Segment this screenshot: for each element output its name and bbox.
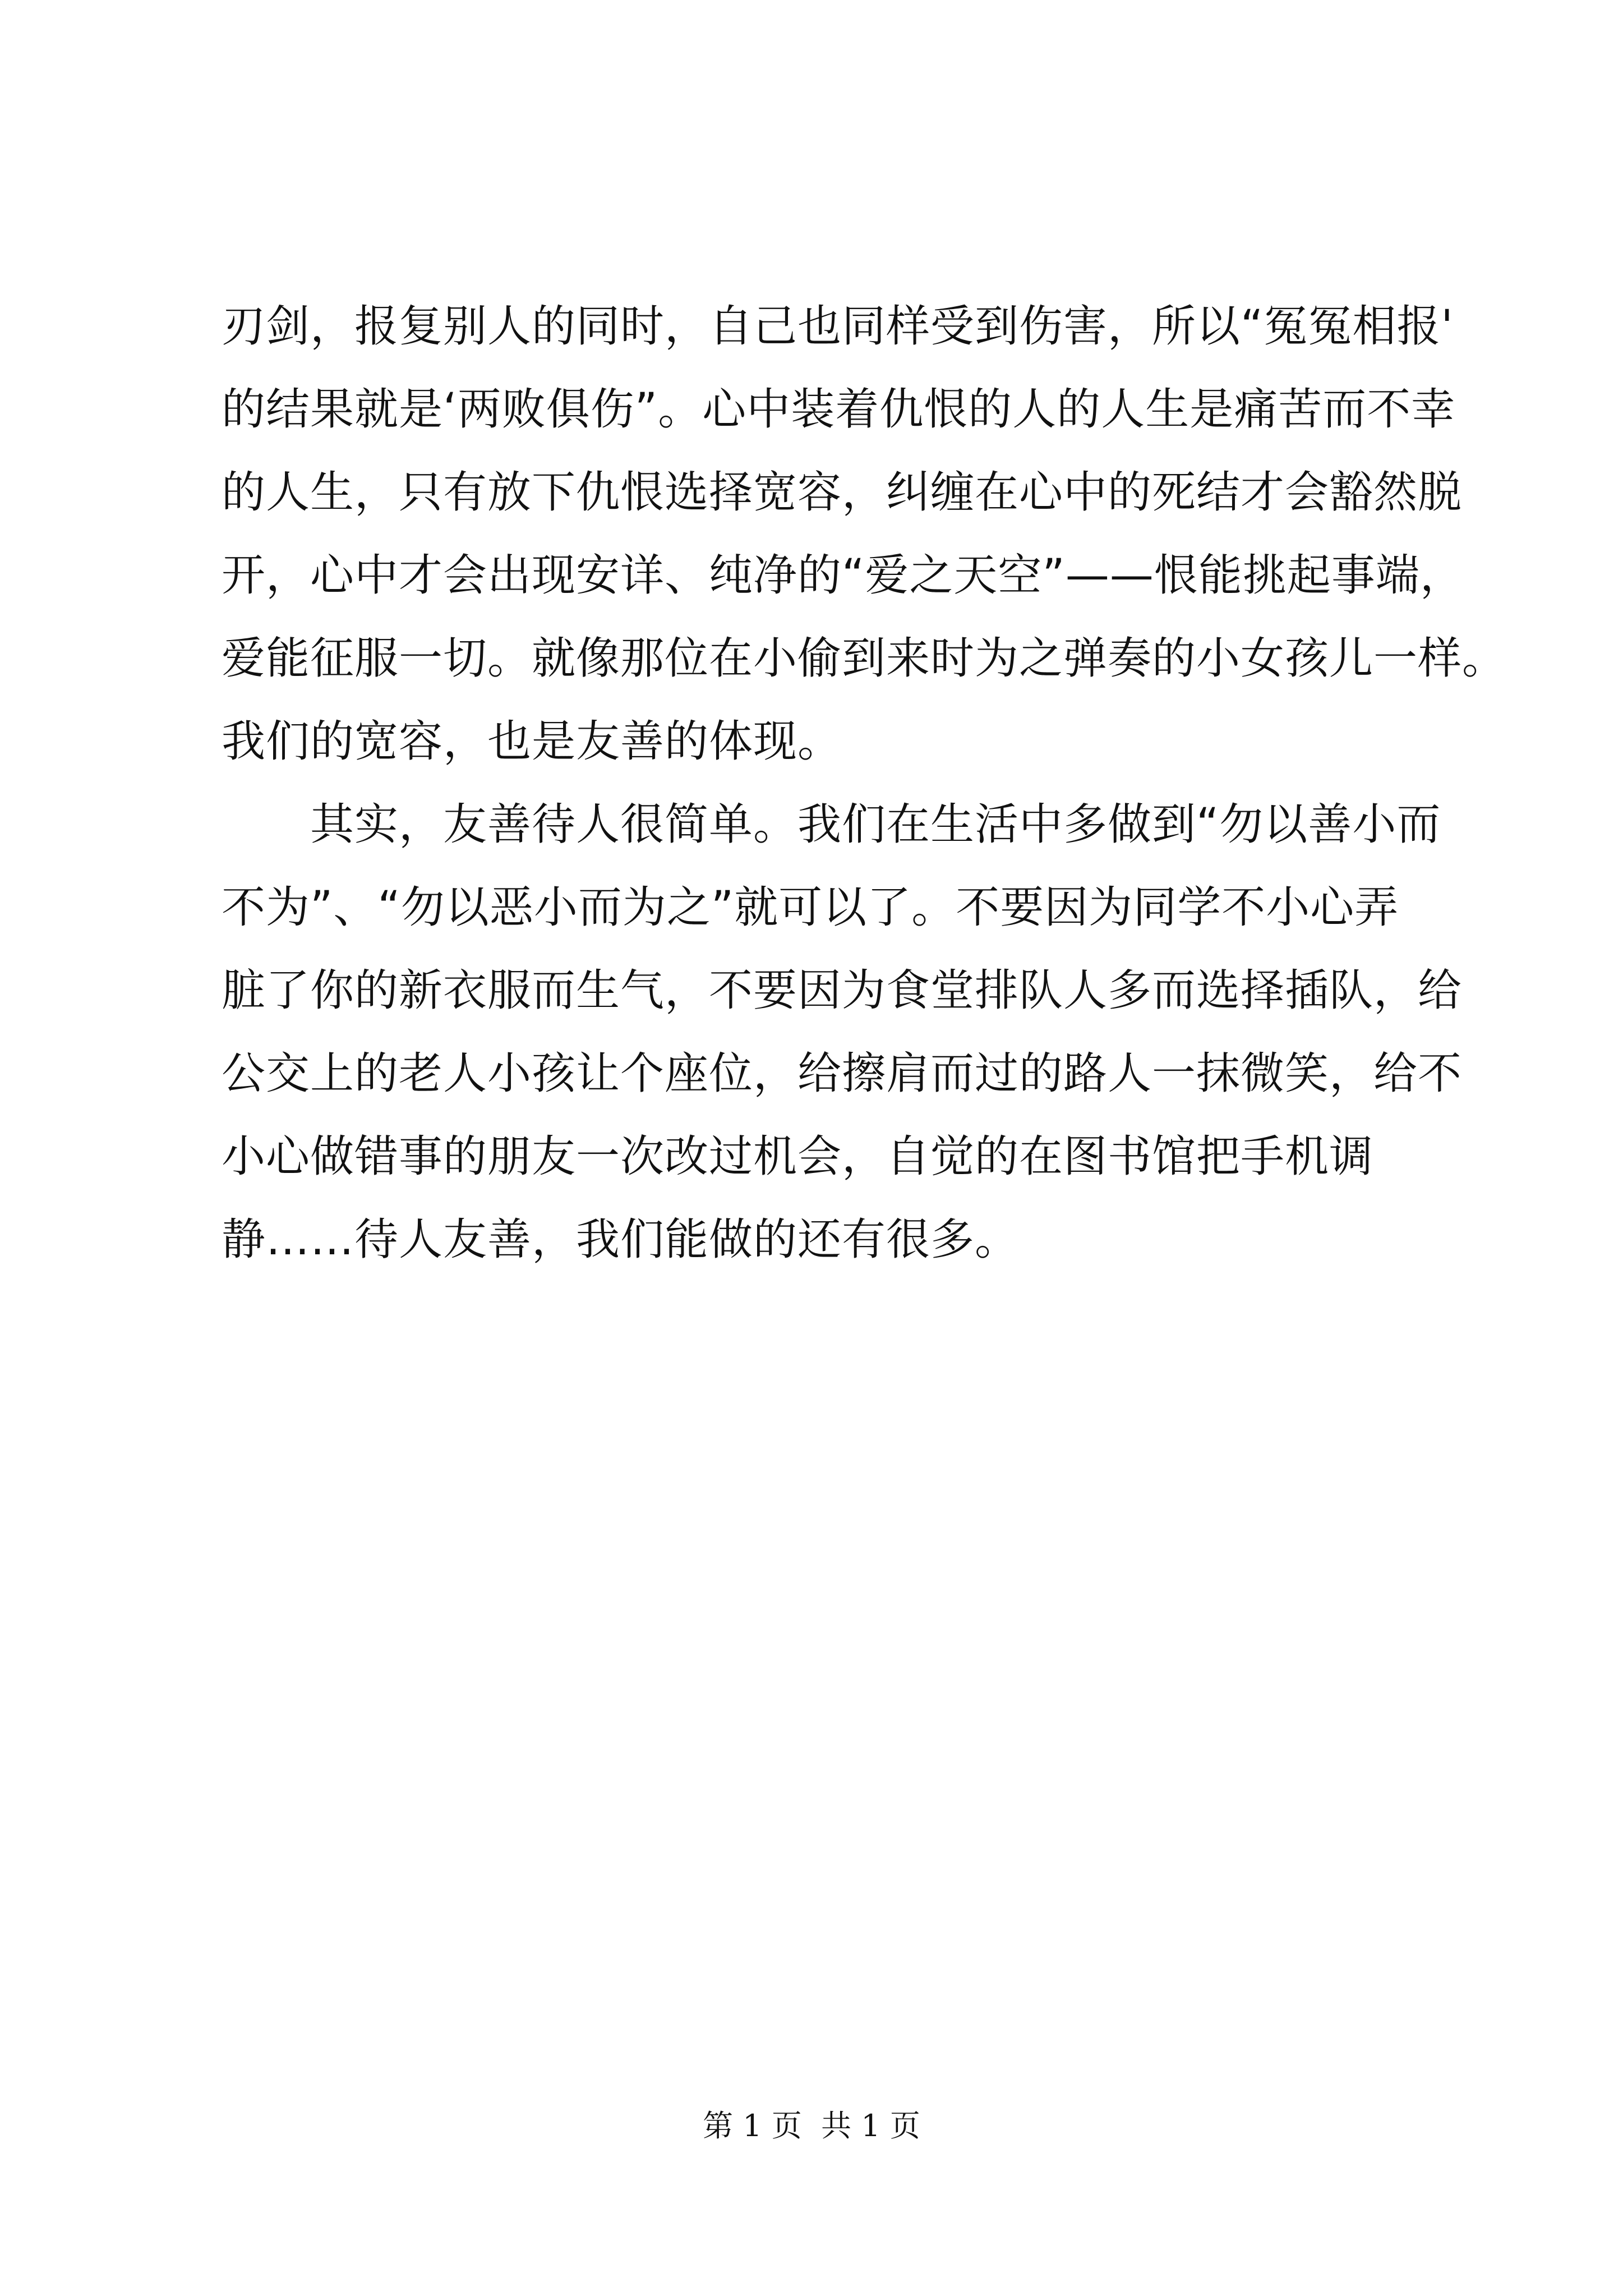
body-text bbox=[222, 285, 1507, 1281]
text-line: 静……待人友善，我们能做的还有很多。 bbox=[222, 1214, 1020, 1265]
page-number-footer: 第 1 页 共 1 页 bbox=[703, 2108, 920, 2143]
text-line: 爱能征服一切。就像那位在小偷到来时为之弹奏的小女孩儿一样。 bbox=[222, 633, 1507, 684]
text-line: 不为”、“勿以恶小而为之”就可以了。不要因为同学不小心弄 bbox=[222, 882, 1399, 933]
text-line: 小心做错事的朋友一次改过机会，自觉的在图书馆把手机调 bbox=[222, 1131, 1374, 1182]
text-line: 开，心中才会出现安详、纯净的“爱之天空”——恨能挑起事端， bbox=[222, 550, 1464, 601]
text-line: 刃剑，报复别人的同时，自己也同样受到伤害，所以“冤冤相报' bbox=[222, 301, 1454, 352]
text-line: 脏了你的新衣服而生气，不要因为食堂排队人多而选择插队，给 bbox=[222, 965, 1463, 1016]
text-line: 公交上的老人小孩让个座位，给擦肩而过的路人一抹微笑，给不 bbox=[222, 1048, 1463, 1099]
text-line: 的人生，只有放下仇恨选择宽容，纠缠在心中的死结才会豁然脱 bbox=[222, 467, 1463, 518]
text-line: 我们的宽容，也是友善的体现。 bbox=[222, 716, 842, 767]
text-line: 的结果就是‘两败俱伤”。心中装着仇恨的人的人生是痛苦而不幸 bbox=[222, 384, 1456, 435]
text-line: 其实，友善待人很简单。我们在生活中多做到“勿以善小而 bbox=[222, 799, 1441, 850]
